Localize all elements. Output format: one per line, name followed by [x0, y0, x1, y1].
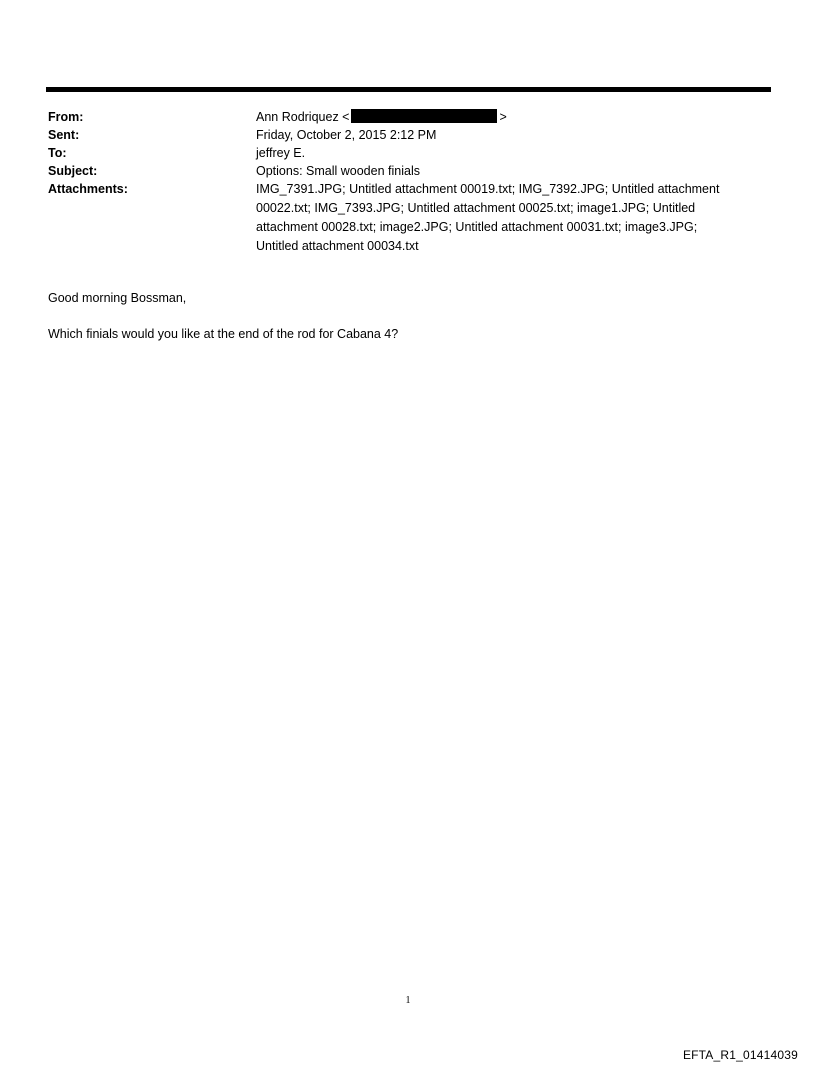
attachments-line: 00022.txt; IMG_7393.JPG; Untitled attachment 00025.txt; image1.JPG; Untitled — [256, 201, 696, 215]
to-label: To: — [48, 146, 67, 160]
attachments-label: Attachments: — [48, 182, 128, 196]
header-divider — [46, 87, 771, 92]
from-value — [256, 108, 756, 126]
from-label: From: — [48, 110, 84, 124]
redacted-email-address — [351, 109, 497, 123]
email-greeting: Good morning Bossman, — [48, 291, 187, 305]
page-number: 1 — [405, 995, 411, 1006]
attachments-line: IMG_7391.JPG; Untitled attachment 00019.txt; IMG_7392.JPG; Untitled attachment — [256, 182, 720, 196]
subject-value: Options: Small wooden finials — [256, 164, 420, 178]
from-name: Ann Rodriquez < — [256, 110, 350, 124]
to-value: jeffrey E. — [256, 146, 306, 160]
email-question: Which finials would you like at the end of the rod for Cabana 4? — [48, 327, 399, 341]
attachments-list — [256, 180, 761, 256]
attachments-line: Untitled attachment 00034.txt — [256, 239, 419, 253]
from-suffix: > — [499, 110, 507, 124]
subject-label: Subject: — [48, 164, 98, 178]
sent-label: Sent: — [48, 128, 80, 142]
sent-value: Friday, October 2, 2015 2:12 PM — [256, 128, 437, 142]
attachments-line: attachment 00028.txt; image2.JPG; Untitled attachment 00031.txt; image3.JPG; — [256, 220, 698, 234]
document-id: EFTA_R1_01414039 — [682, 1048, 798, 1062]
